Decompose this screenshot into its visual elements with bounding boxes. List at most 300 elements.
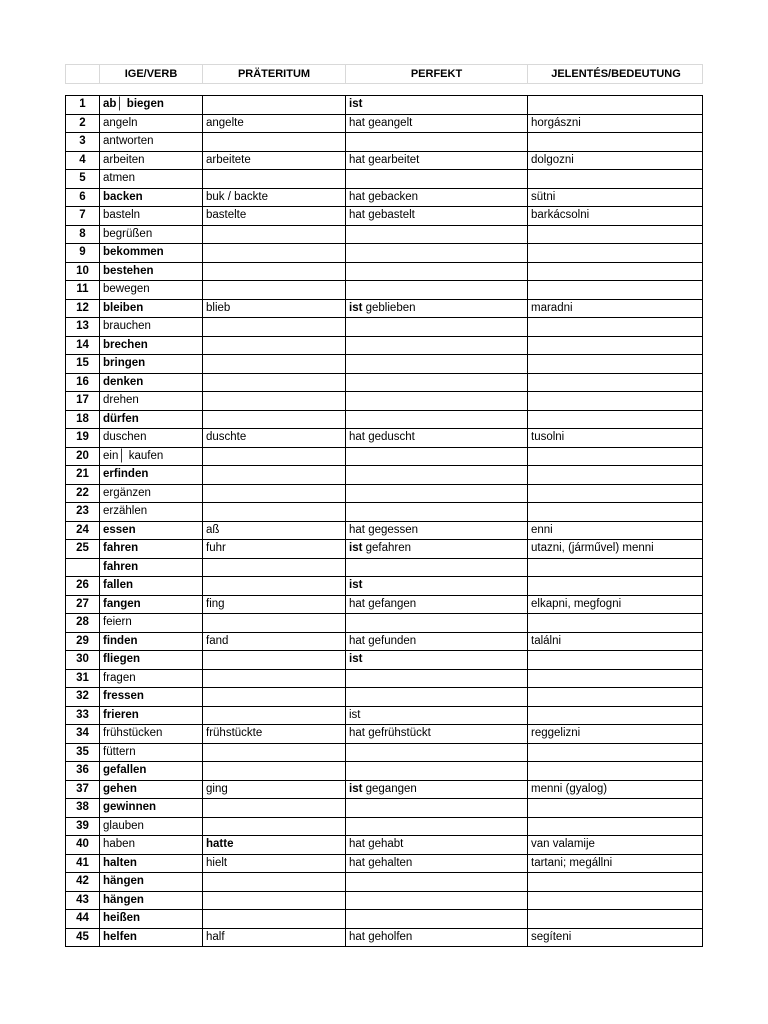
meaning-cell (528, 429, 704, 447)
row-number (66, 707, 100, 725)
verb-text: frühstücken (103, 727, 163, 739)
prateritum-cell (203, 670, 346, 688)
verb-cell (100, 725, 203, 743)
row-number (66, 651, 100, 669)
verb-text: finden (103, 634, 138, 647)
prateritum-text: angelte (206, 116, 244, 129)
perfekt-cell (346, 411, 528, 429)
table-row (66, 799, 702, 818)
table-row (66, 762, 702, 781)
meaning-cell (528, 374, 704, 392)
verb-cell (100, 300, 203, 318)
row-number (66, 855, 100, 873)
table-row (66, 318, 702, 337)
perfekt-aux: hat (349, 838, 365, 850)
verb-cell (100, 559, 203, 577)
table-header (65, 64, 703, 84)
verb-cell (100, 762, 203, 780)
verb-text: begrüßen (103, 227, 153, 240)
row-number-text: 40 (76, 838, 89, 850)
verb-text: fahren (103, 542, 139, 554)
meaning-cell (528, 781, 704, 799)
prateritum-cell (203, 855, 346, 873)
table-row (66, 892, 702, 911)
row-number (66, 355, 100, 373)
row-number-text: 32 (76, 690, 89, 702)
meaning-cell (528, 503, 704, 521)
prateritum-cell (203, 226, 346, 244)
table-row (66, 189, 702, 208)
perfekt-cell (346, 355, 528, 373)
perfekt-aux: ist (349, 653, 363, 665)
prateritum-cell (203, 115, 346, 133)
row-number (66, 152, 100, 170)
verb-text: feiern (103, 616, 132, 628)
perfekt-cell (346, 892, 528, 910)
table-row (66, 244, 702, 263)
prateritum-cell (203, 781, 346, 799)
perfekt-aux: ist (349, 301, 363, 314)
prateritum-cell (203, 466, 346, 484)
table-row (66, 836, 702, 855)
perfekt-cell (346, 485, 528, 503)
verb-text: ein│ kaufen (103, 449, 164, 462)
row-number-text: 22 (76, 486, 89, 499)
table-row (66, 392, 702, 411)
verb-cell (100, 485, 203, 503)
prateritum-text: hielt (206, 856, 228, 869)
table-row (66, 929, 702, 948)
verb-text: bestehen (103, 264, 154, 277)
perfekt-cell (346, 466, 528, 484)
perfekt-cell (346, 818, 528, 836)
row-number-text: 17 (76, 394, 89, 406)
meaning-cell (528, 337, 704, 355)
perfekt-cell (346, 133, 528, 151)
perfekt-aux: hat (349, 634, 365, 647)
meaning-cell (528, 392, 704, 410)
row-number (66, 892, 100, 910)
row-number-text: 45 (76, 930, 89, 943)
row-number-text: 16 (76, 375, 89, 388)
verb-cell (100, 836, 203, 854)
verb-text: haben (103, 838, 135, 850)
meaning-cell (528, 799, 704, 817)
perfekt-aux: hat (349, 153, 365, 166)
verb-text: bleiben (103, 301, 144, 314)
meaning-cell (528, 244, 704, 262)
prateritum-text: half (206, 930, 225, 943)
verb-cell (100, 263, 203, 281)
header-perfekt: PERFEKT (346, 65, 528, 83)
prateritum-cell (203, 873, 346, 891)
meaning-cell (528, 318, 704, 336)
meaning-cell (528, 115, 704, 133)
table-row (66, 466, 702, 485)
row-number-text: 12 (76, 301, 89, 314)
meaning-cell (528, 226, 704, 244)
meaning-cell (528, 522, 704, 540)
perfekt-aux: hat (349, 209, 365, 221)
table-row (66, 522, 702, 541)
meaning-cell (528, 910, 704, 928)
verb-cell (100, 448, 203, 466)
row-number (66, 300, 100, 318)
table-row (66, 596, 702, 615)
perfekt-aux: ist (349, 579, 363, 591)
verb-cell (100, 670, 203, 688)
verb-text: fragen (103, 671, 136, 684)
perfekt-aux: hat (349, 727, 365, 739)
table-row (66, 152, 702, 171)
meaning-cell (528, 263, 704, 281)
meaning-text: maradni (531, 301, 573, 314)
row-number (66, 485, 100, 503)
verb-text: denken (103, 375, 144, 388)
verb-text: drehen (103, 394, 139, 406)
table-row (66, 744, 702, 763)
prateritum-cell (203, 929, 346, 947)
table-row (66, 707, 702, 726)
verb-cell (100, 614, 203, 632)
meaning-cell (528, 189, 704, 207)
verb-text: backen (103, 190, 143, 203)
prateritum-cell (203, 189, 346, 207)
row-number (66, 781, 100, 799)
prateritum-cell (203, 429, 346, 447)
verb-cell (100, 392, 203, 410)
row-number (66, 115, 100, 133)
header-verb: IGE/VERB (100, 65, 203, 83)
prateritum-cell (203, 503, 346, 521)
verb-cell (100, 799, 203, 817)
table-row (66, 670, 702, 689)
table-row (66, 614, 702, 633)
perfekt-cell (346, 577, 528, 595)
perfekt-cell (346, 781, 528, 799)
verb-cell (100, 355, 203, 373)
verb-cell (100, 744, 203, 762)
verb-cell (100, 651, 203, 669)
verb-text: frieren (103, 708, 139, 721)
verb-cell (100, 818, 203, 836)
row-number-text: 6 (79, 190, 86, 203)
prateritum-cell (203, 892, 346, 910)
table-row (66, 577, 702, 596)
row-number (66, 392, 100, 410)
prateritum-text: aß (206, 523, 220, 536)
prateritum-cell (203, 910, 346, 928)
prateritum-cell (203, 818, 346, 836)
perfekt-cell (346, 392, 528, 410)
row-number-text: 18 (76, 412, 89, 425)
verb-text: basteln (103, 209, 141, 221)
prateritum-cell (203, 337, 346, 355)
row-number-text: 24 (76, 523, 89, 536)
perfekt-cell (346, 836, 528, 854)
prateritum-cell (203, 392, 346, 410)
verb-text: fangen (103, 597, 141, 610)
perfekt-participle: geduscht (368, 431, 415, 443)
table-row (66, 485, 702, 504)
meaning-text: dolgozni (531, 153, 574, 166)
prateritum-cell (203, 725, 346, 743)
perfekt-participle: gefahren (365, 542, 412, 554)
row-number (66, 522, 100, 540)
verb-text: erfinden (103, 468, 149, 480)
perfekt-cell (346, 744, 528, 762)
row-number-text: 19 (76, 431, 89, 443)
meaning-cell (528, 744, 704, 762)
row-number-text: 37 (76, 782, 89, 795)
prateritum-cell (203, 152, 346, 170)
table-row (66, 651, 702, 670)
verb-text: ab│ biegen (103, 98, 164, 110)
meaning-text: találni (531, 634, 562, 647)
perfekt-cell (346, 799, 528, 817)
perfekt-cell (346, 762, 528, 780)
perfekt-participle: gegangen (365, 782, 417, 795)
row-number-text: 33 (76, 708, 89, 721)
prateritum-cell (203, 263, 346, 281)
table-row (66, 96, 702, 115)
row-number (66, 189, 100, 207)
prateritum-text: fuhr (206, 542, 226, 554)
meaning-cell (528, 540, 704, 558)
meaning-cell (528, 596, 704, 614)
meaning-cell (528, 559, 704, 577)
verb-text: brauchen (103, 320, 151, 332)
prateritum-cell (203, 207, 346, 225)
verb-cell (100, 115, 203, 133)
table-row (66, 540, 702, 559)
prateritum-cell (203, 688, 346, 706)
perfekt-aux: ist (349, 98, 363, 110)
verb-cell (100, 170, 203, 188)
verb-cell (100, 318, 203, 336)
meaning-cell (528, 873, 704, 891)
verb-text: ergänzen (103, 486, 151, 499)
perfekt-cell (346, 244, 528, 262)
row-number-text: 34 (76, 727, 89, 739)
row-number (66, 281, 100, 299)
verb-text: bewegen (103, 283, 150, 295)
verb-cell (100, 577, 203, 595)
meaning-cell (528, 707, 704, 725)
row-number (66, 503, 100, 521)
prateritum-cell (203, 836, 346, 854)
verb-text: antworten (103, 135, 154, 147)
table-row (66, 725, 702, 744)
perfekt-cell (346, 374, 528, 392)
verb-cell (100, 929, 203, 947)
prateritum-cell (203, 281, 346, 299)
prateritum-text: frühstückte (206, 727, 263, 739)
meaning-text: barkácsolni (531, 209, 590, 221)
perfekt-aux: ist (349, 782, 363, 795)
verb-text: gehen (103, 782, 137, 795)
perfekt-cell (346, 170, 528, 188)
row-number (66, 429, 100, 447)
meaning-cell (528, 448, 704, 466)
table-row (66, 170, 702, 189)
prateritum-text: fing (206, 597, 225, 610)
verb-cell (100, 152, 203, 170)
verb-cell (100, 892, 203, 910)
prateritum-cell (203, 411, 346, 429)
prateritum-cell (203, 318, 346, 336)
row-number (66, 411, 100, 429)
table-row (66, 300, 702, 319)
row-number-text: 20 (76, 449, 89, 462)
perfekt-aux: hat (349, 597, 365, 610)
prateritum-cell (203, 762, 346, 780)
meaning-text: menni (gyalog) (531, 782, 608, 795)
perfekt-cell (346, 540, 528, 558)
verb-cell (100, 429, 203, 447)
verb-cell (100, 226, 203, 244)
row-number (66, 226, 100, 244)
verb-text: füttern (103, 745, 136, 758)
prateritum-cell (203, 96, 346, 114)
verb-cell (100, 96, 203, 114)
meaning-cell (528, 929, 704, 947)
perfekt-participle: gebastelt (368, 209, 415, 221)
perfekt-cell (346, 855, 528, 873)
table-row (66, 818, 702, 837)
row-number (66, 688, 100, 706)
perfekt-cell (346, 559, 528, 577)
perfekt-cell (346, 429, 528, 447)
table-row (66, 226, 702, 245)
perfekt-cell (346, 503, 528, 521)
row-number (66, 744, 100, 762)
perfekt-cell (346, 189, 528, 207)
meaning-cell (528, 614, 704, 632)
row-number (66, 466, 100, 484)
row-number (66, 318, 100, 336)
verb-table (65, 95, 703, 947)
row-number (66, 633, 100, 651)
meaning-cell (528, 170, 704, 188)
perfekt-cell (346, 633, 528, 651)
row-number (66, 337, 100, 355)
row-number (66, 818, 100, 836)
meaning-cell (528, 96, 704, 114)
verb-cell (100, 466, 203, 484)
perfekt-cell (346, 226, 528, 244)
row-number-text: 26 (76, 579, 89, 591)
table-row (66, 263, 702, 282)
verb-text: heißen (103, 912, 141, 924)
verb-text: brechen (103, 338, 148, 351)
perfekt-aux: ist (349, 708, 361, 721)
meaning-cell (528, 762, 704, 780)
meaning-text: tartani; megállni (531, 856, 613, 869)
verb-text: fliegen (103, 653, 141, 665)
table-row (66, 133, 702, 152)
row-number-text: 36 (76, 764, 89, 776)
verb-text: gefallen (103, 764, 147, 776)
verb-text: atmen (103, 172, 135, 184)
prateritum-cell (203, 522, 346, 540)
prateritum-cell (203, 448, 346, 466)
row-number-text: 28 (76, 616, 89, 628)
prateritum-text: buk / backte (206, 190, 269, 203)
verb-cell (100, 596, 203, 614)
meaning-cell (528, 725, 704, 743)
table-row (66, 855, 702, 874)
prateritum-cell (203, 244, 346, 262)
row-number-text: 14 (76, 338, 89, 351)
verb-cell (100, 633, 203, 651)
row-number-text: 39 (76, 819, 89, 832)
table-row (66, 374, 702, 393)
prateritum-cell (203, 707, 346, 725)
perfekt-participle: gearbeitet (368, 153, 420, 166)
perfekt-participle: gebacken (368, 190, 419, 203)
perfekt-cell (346, 152, 528, 170)
verb-text: glauben (103, 819, 144, 832)
perfekt-cell (346, 688, 528, 706)
row-number-text: 7 (79, 209, 86, 221)
row-number (66, 263, 100, 281)
verb-text: angeln (103, 116, 138, 129)
meaning-cell (528, 855, 704, 873)
row-number-text: 31 (76, 671, 89, 684)
meaning-cell (528, 670, 704, 688)
table-row (66, 633, 702, 652)
perfekt-cell (346, 725, 528, 743)
verb-cell (100, 910, 203, 928)
prateritum-text: duschte (206, 431, 247, 443)
perfekt-participle: gehabt (368, 838, 404, 850)
meaning-text: sütni (531, 190, 556, 203)
row-number (66, 170, 100, 188)
meaning-text: elkapni, megfogni (531, 597, 622, 610)
header-meaning: JELENTÉS/BEDEUTUNG (551, 68, 681, 80)
prateritum-cell (203, 300, 346, 318)
table-row (66, 910, 702, 929)
perfekt-cell (346, 670, 528, 688)
row-number (66, 596, 100, 614)
meaning-cell (528, 411, 704, 429)
perfekt-cell (346, 96, 528, 114)
row-number-text: 38 (76, 801, 89, 813)
prateritum-cell (203, 614, 346, 632)
meaning-text: enni (531, 523, 553, 536)
verb-cell (100, 374, 203, 392)
meaning-cell (528, 281, 704, 299)
header-prateritum: PRÄTERITUM (203, 65, 346, 83)
meaning-text: tusolni (531, 431, 565, 443)
meaning-text: segíteni (531, 930, 572, 943)
perfekt-cell (346, 614, 528, 632)
perfekt-participle: geblieben (365, 301, 416, 314)
table-row (66, 448, 702, 467)
meaning-cell (528, 688, 704, 706)
verb-text: bekommen (103, 246, 164, 258)
perfekt-cell (346, 300, 528, 318)
row-number (66, 133, 100, 151)
row-number-text: 44 (76, 912, 89, 924)
prateritum-cell (203, 577, 346, 595)
row-number-text: 2 (79, 116, 86, 129)
verb-text: fressen (103, 690, 144, 702)
table-row (66, 337, 702, 356)
row-number-text: 30 (76, 653, 89, 665)
verb-text: gewinnen (103, 801, 157, 813)
